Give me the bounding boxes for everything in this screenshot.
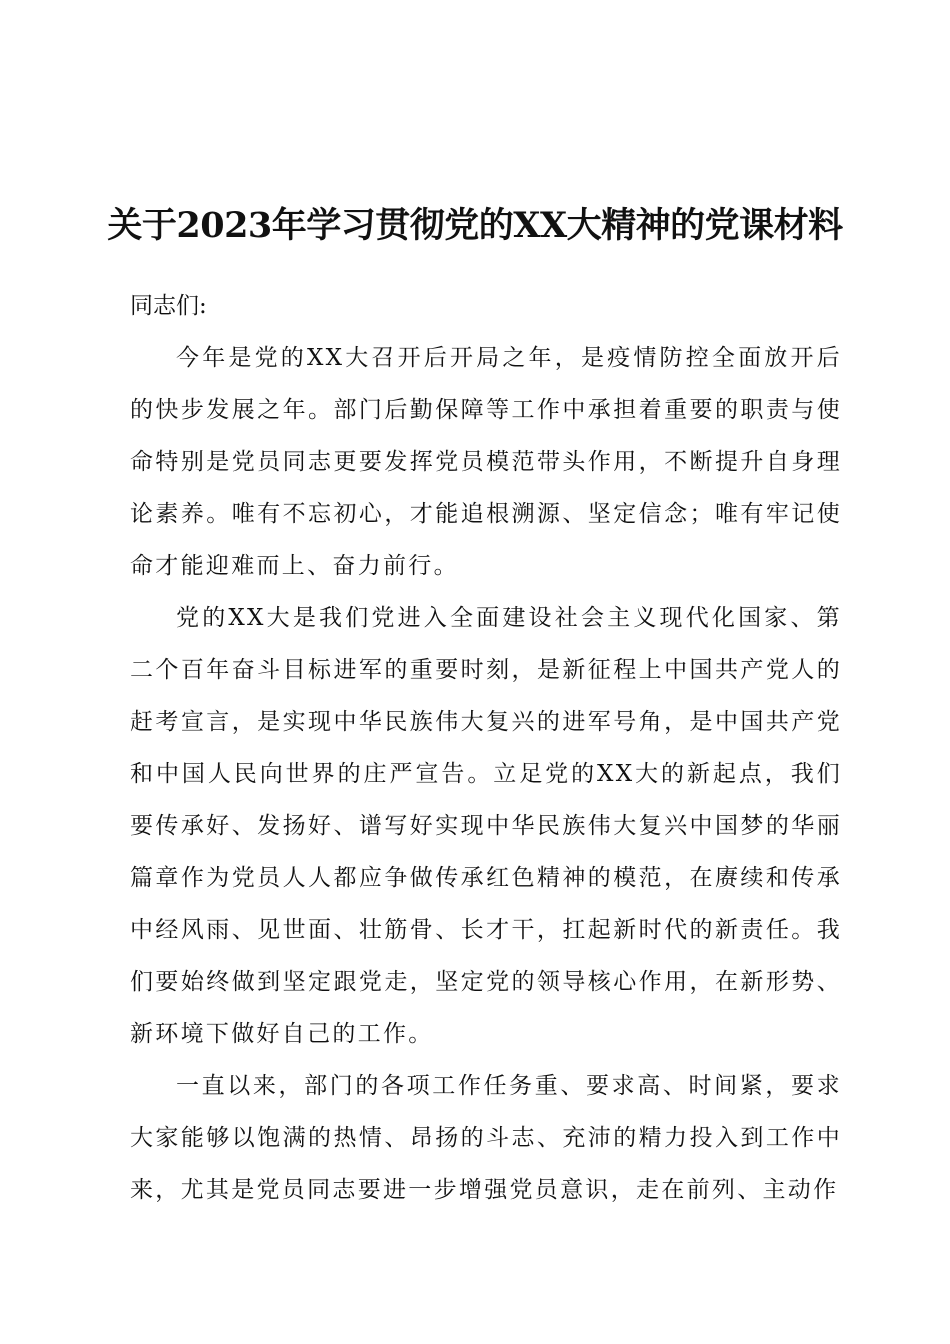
document-title: 关于2023年学习贯彻党的XX大精神的党课材料 [107,205,843,246]
paragraph-1: 今年是党的XX大召开后开局之年，是疫情防控全面放开后的快步发展之年。部门后勤保障等工作中承担着重要的职责与使命特别是党员同志更要发挥党员模范带头作用，不断提升自身理论素养。唯有不忘初心，才能追根溯源、坚定信念；唯有牢记使命才能迎难而上、奋力前行。 [130,345,842,579]
document-body [130,280,842,1216]
paragraph-2: 党的XX大是我们党进入全面建设社会主义现代化国家、第二个百年奋斗目标进军的重要时刻，是新征程上中国共产党人的赶考宣言，是实现中华民族伟大复兴的进军号角，是中国共产党和中国人民向世界的庄严宣告。立足党的XX大的新起点，我们要传承好、发扬好、谱写好实现中华民族伟大复兴中国梦的华丽篇章作为党员人人都应争做传承红色精神的模范，在赓续和传承中经风雨、见世面、壮筋骨、长才干，扛起新时代的新责任。我们要始终做到坚定跟党走，坚定党的领导核心作用，在新形势、新环境下做好自己的工作。 [130,605,842,1047]
paragraph-3: 一直以来，部门的各项工作任务重、要求高、时间紧，要求大家能够以饱满的热情、昂扬的斗志、充沛的精力投入到工作中来，尤其是党员同志要进一步增强党员意识，走在前列、主动作 [130,1073,842,1203]
salutation: 同志们: [130,293,207,319]
